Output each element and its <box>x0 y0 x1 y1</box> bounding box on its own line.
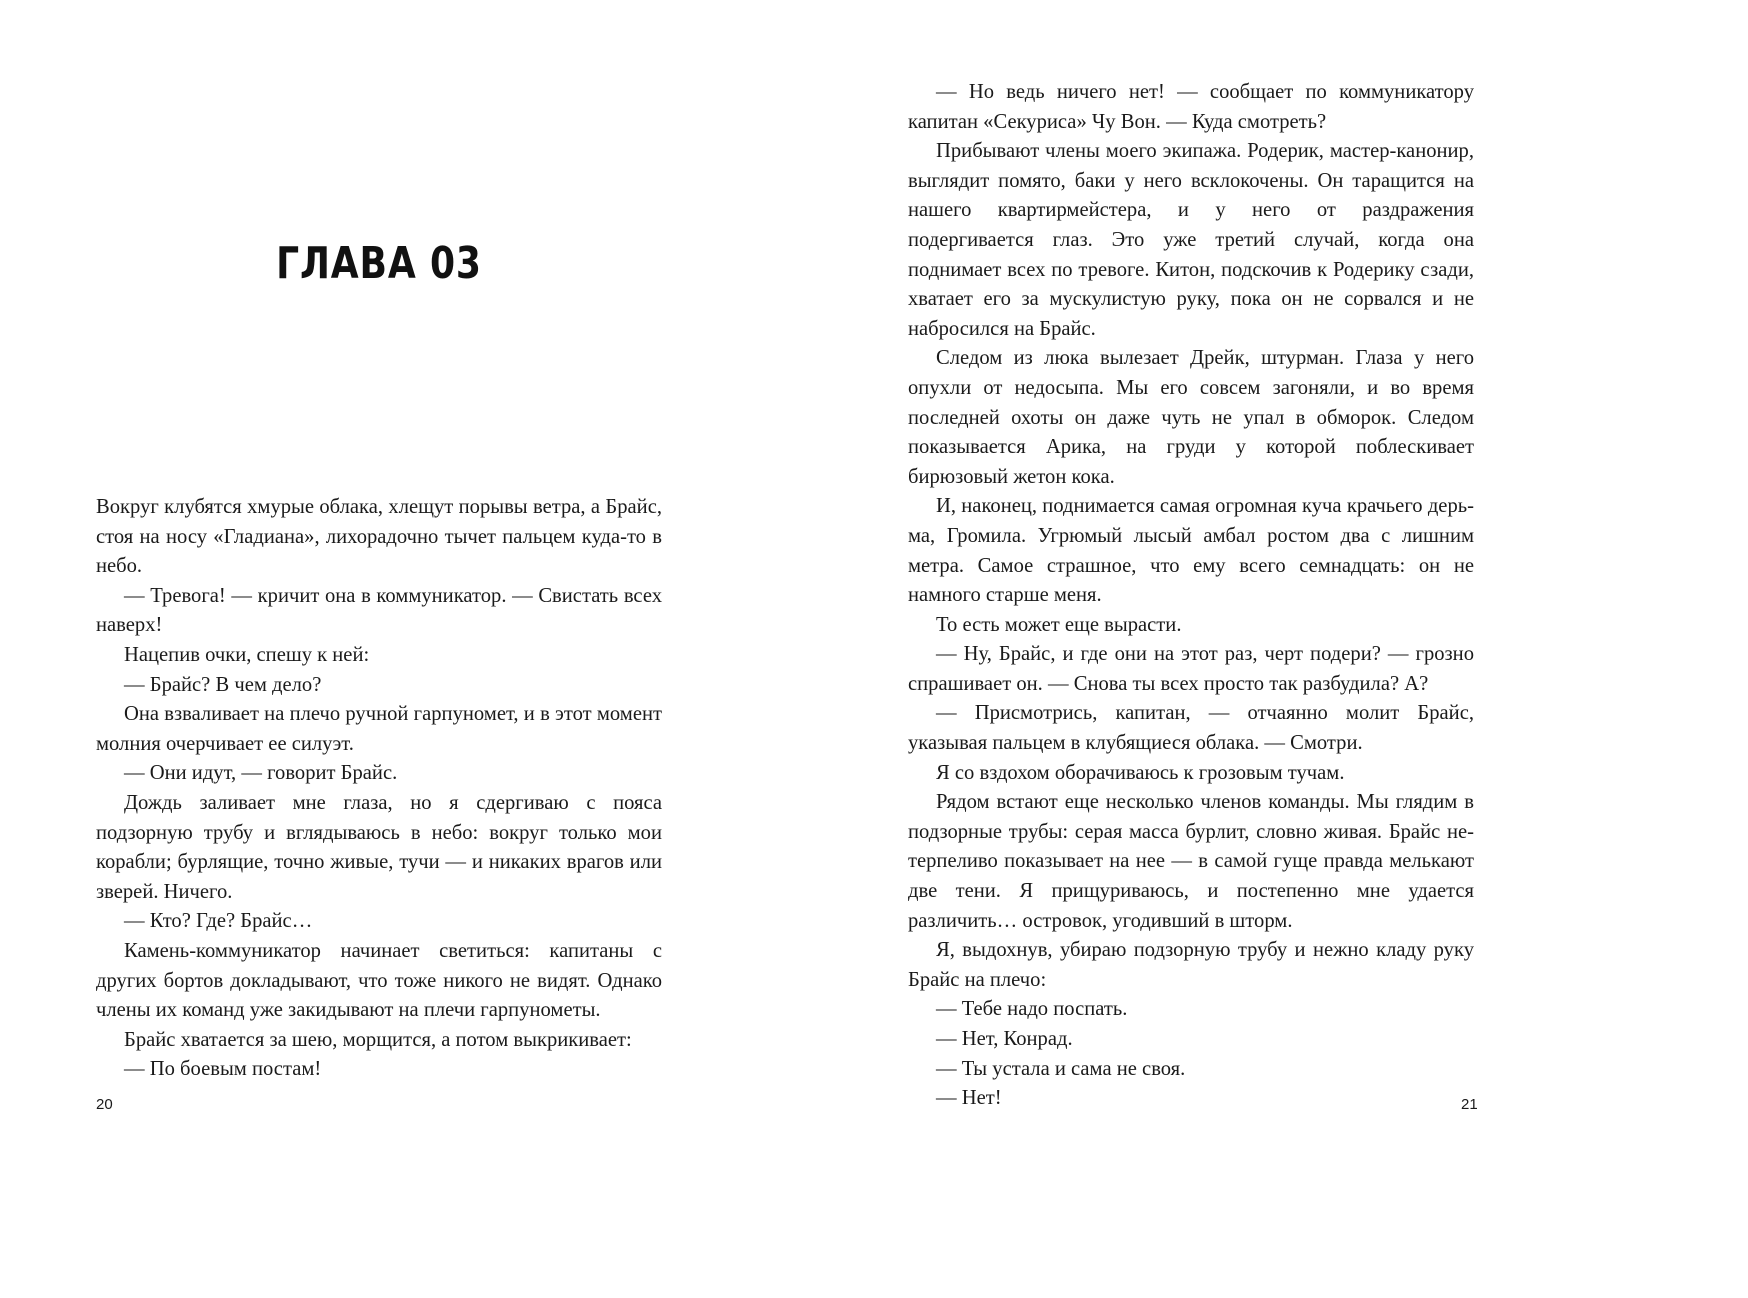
paragraph: Прибывают члены моего экипажа. Родерик, мастер-канонир, выглядит помято, баки у него всклокочены. Он таращится на нашего квартирмейстера, и у него от раздражения подергивается глаз. Это уже третий случай, когда она поднимает всех по тревоге. Китон, подскочив к Родерику сзади, хватает его за мускулистую руку, пока он не сорвался и не набросился на Брайс. <box>908 140 1474 340</box>
paragraph: Вокруг клубятся хмурые облака, хлещут порывы ветра, а Брайс, стоя на носу «Гладиана», лихорадочно тычет пальцем куда-то в небо. <box>96 496 662 578</box>
paragraph: Следом из люка вылезает Дрейк, штурман. Глаза у него опухли от недосыпа. Мы его совсем загоняли, и во время последней охоты он даже чуть не упал в обморок. Следом показывается Арика, на груди у которой поблескивает бирюзовый жетон кока. <box>908 347 1474 488</box>
paragraph: — Присмотрись, капитан, — отчаянно молит Брайс, указывая пальцем в клубящиеся облака. — Смотри. <box>908 702 1474 755</box>
paragraph: И, наконец, поднимается самая огромная куча крачьего дерьма, Громила. Угрюмый лысый амбал ростом два с лишним метра. Самое страшное, что ему всего семнадцать: он не намного старше меня. <box>908 495 1474 607</box>
paragraph: Брайс хватается за шею, морщится, а потом выкрикивает: <box>124 1028 632 1051</box>
paragraph: — Тебе надо поспать. <box>936 998 1128 1021</box>
paragraph: — Нет! <box>936 1087 1002 1110</box>
page-number: 20 <box>96 1096 113 1113</box>
paragraph: — Кто? Где? Брайс… <box>124 910 313 933</box>
page-number: 21 <box>1461 1096 1478 1113</box>
left-page-text <box>96 493 662 1085</box>
left-page <box>0 0 784 1164</box>
paragraph: Нацепив очки, спешу к ней: <box>124 643 370 666</box>
paragraph: — По боевым постам! <box>124 1058 322 1081</box>
paragraph: — Но ведь ничего нет! — сообщает по коммуникатору капитан «Секуриса» Чу Вон. — Куда смотреть? <box>908 81 1474 133</box>
paragraph: Она взваливает на плечо ручной гарпуномет, и в этот момент молния очерчивает ее силуэт. <box>96 703 662 755</box>
right-page <box>784 0 1568 1164</box>
paragraph: Рядом встают еще несколько членов команды. Мы глядим в подзорные трубы: серая масса бурлит, словно живая. Брайс нетерпеливо показывает на нее — в самой гуще правда мелькают две тени. Я прищуриваюсь, и постепенно мне удается различить… островок, угодивший в шторм. <box>908 791 1474 932</box>
paragraph: — Нет, Конрад. <box>936 1028 1073 1050</box>
paragraph: — Тревога! — кричит она в коммуникатор. — Свистать всех наверх! <box>96 584 662 637</box>
paragraph: Дождь заливает мне глаза, но я сдергиваю с пояса подзорную трубу и вглядываюсь в небо: вокруг только мои корабли; бурлящие, точно живые, тучи — и никаких врагов или зверей. Ничего. <box>96 791 662 903</box>
paragraph: — Брайс? В чем дело? <box>124 673 322 696</box>
paragraph: — Ну, Брайс, и где они на этот раз, черт подери? — грозно спрашивает он. — Снова ты всех просто так разбудила? А? <box>908 643 1474 695</box>
paragraph: — Они идут, — говорит Брайс. <box>124 762 398 785</box>
paragraph: То есть может еще вырасти. <box>936 613 1182 636</box>
paragraph: Камень-коммуникатор начинает светиться: капитаны с других бортов докладывают, что тоже никого не видят. Однако члены их команд уже закидывают на плечи гарпунометы. <box>96 939 662 1022</box>
paragraph: Я, выдохнув, убираю подзорную трубу и нежно кладу руку Брайс на плечо: <box>908 939 1474 991</box>
paragraph: — Ты устала и сама не своя. <box>936 1057 1186 1080</box>
right-page-text <box>908 78 1478 1114</box>
chapter-title: ГЛАВА 03 <box>276 238 482 289</box>
paragraph: Я со вздохом оборачиваюсь к грозовым тучам. <box>936 761 1345 784</box>
